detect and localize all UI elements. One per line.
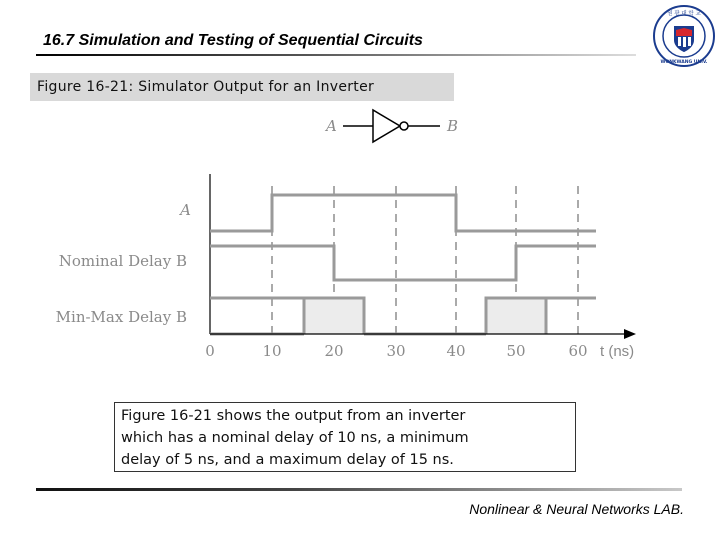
ambiguity-region-rising	[486, 298, 546, 334]
signal-label-minmax: Min-Max Delay B	[55, 308, 187, 326]
footer-lab-name: Nonlinear & Neural Networks LAB.	[469, 501, 684, 517]
tick-label: 60	[568, 342, 588, 360]
signal-label-nominal: Nominal Delay B	[58, 252, 187, 270]
time-axis-ticks	[205, 342, 587, 360]
inverter-symbol	[343, 110, 440, 142]
tick-label: 20	[324, 342, 344, 360]
footer-divider	[36, 488, 682, 491]
description-line: Figure 16-21 shows the output from an inverter	[121, 408, 466, 424]
logo-ring-text-top: 원 광 대 학 교	[667, 11, 701, 17]
slide-title: 16.7 Simulation and Testing of Sequential Circuits	[43, 32, 423, 49]
time-axis-unit-label: t (ns)	[600, 343, 635, 360]
signal-label-a: A	[180, 201, 191, 219]
tick-label: 0	[205, 342, 215, 360]
tick-label: 30	[386, 342, 406, 360]
tick-label: 10	[262, 342, 282, 360]
time-axis-arrow	[624, 329, 636, 339]
description-line: delay of 5 ns, and a maximum delay of 15 ns.	[121, 452, 454, 468]
ambiguity-region-falling	[304, 298, 364, 334]
figure-caption: Figure 16-21: Simulator Output for an Inverter	[37, 79, 375, 95]
waveform-a	[210, 195, 596, 231]
tick-label: 40	[446, 342, 466, 360]
waveform-nominal-b	[210, 246, 596, 280]
tick-label: 50	[506, 342, 526, 360]
logo-ring-text-bottom: WONKWANG UNIV.	[660, 60, 708, 65]
inverter-output-label: B	[447, 117, 459, 135]
description-line: which has a nominal delay of 10 ns, a minimum	[121, 430, 469, 446]
inverter-input-label: A	[326, 117, 337, 135]
